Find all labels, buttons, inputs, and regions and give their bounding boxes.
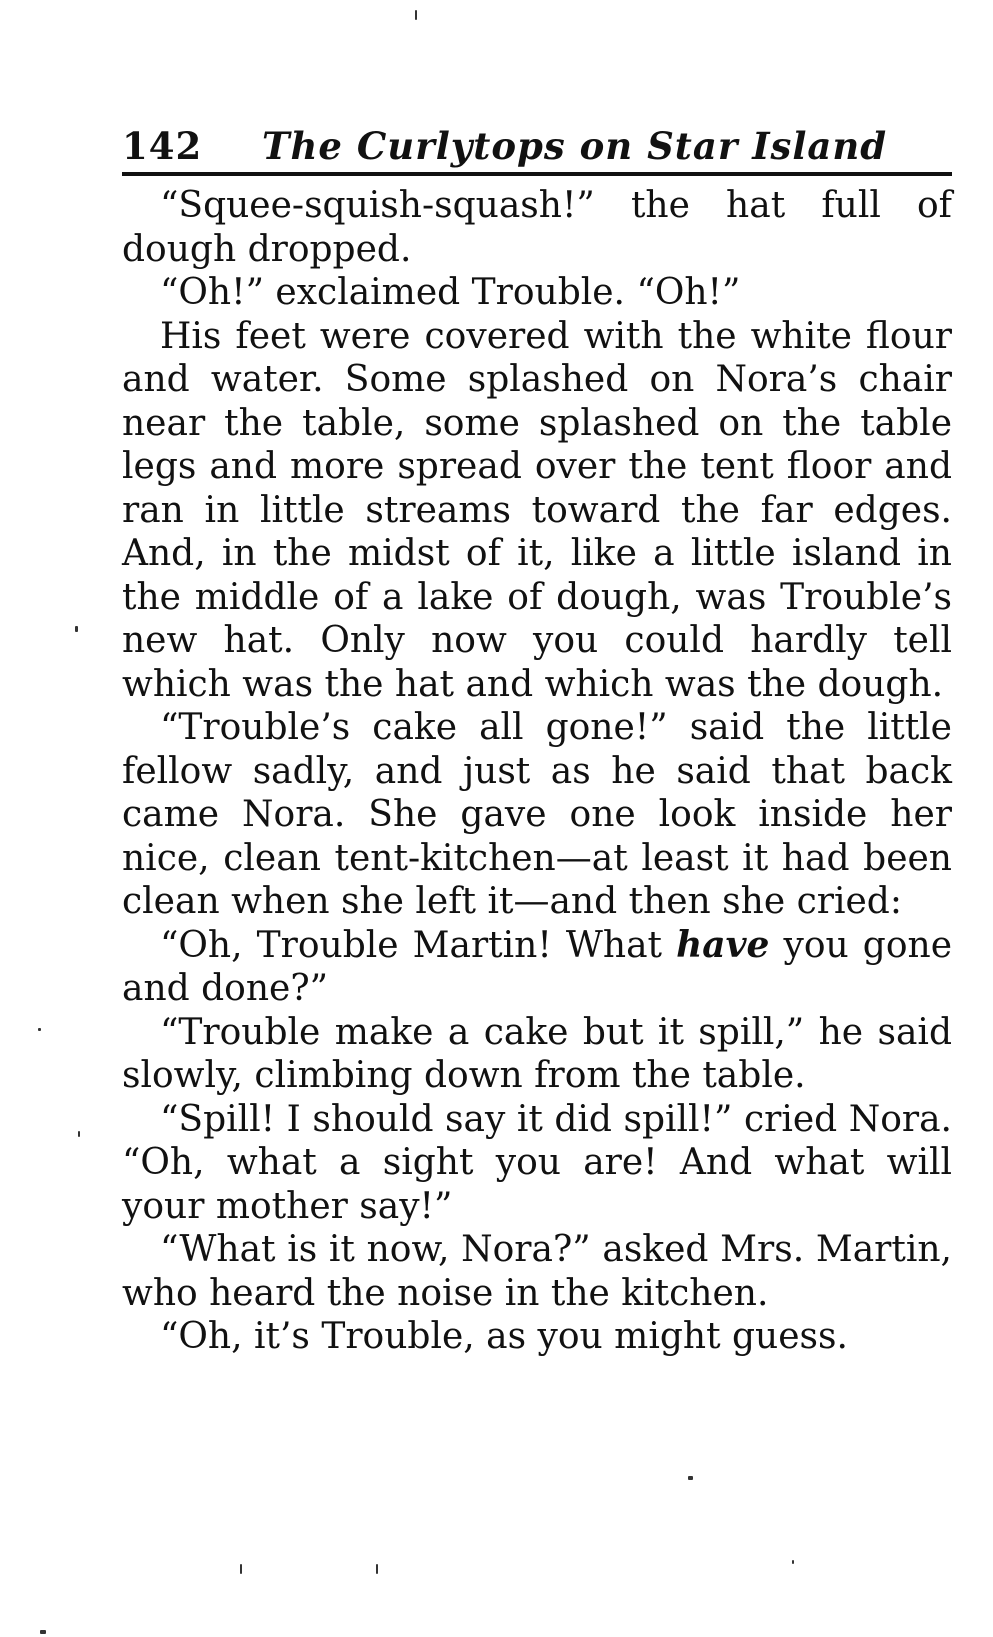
paragraph: His feet were covered with the white flour and water. Some splashed on Nora’s chair near the table, some splashed on the table legs and more spread over the tent floor and ran in little streams toward the far edges. And, in the midst of it, like a little island in the middle of a lake of dough, was Trouble’s new hat. Only now you could hardly tell which was the hat and which was the dough. (122, 315, 952, 705)
paragraph: “Oh, it’s Trouble, as you might guess. (160, 1316, 848, 1357)
paragraph: “Oh!” exclaimed Trouble. “Oh!” (160, 272, 741, 313)
paragraph-text: “Oh, Trouble Martin! What (160, 924, 677, 966)
paragraph: “Trouble make a cake but it spill,” he said slowly, climbing down from the table. (122, 1011, 952, 1096)
scan-speck (75, 626, 78, 632)
body-text (122, 184, 952, 1444)
emphasized-word: have (676, 923, 770, 966)
header-rule (122, 172, 952, 176)
scan-speck (792, 1560, 794, 1564)
paragraph (122, 924, 952, 1011)
page-header (122, 120, 952, 172)
scan-speck (38, 1028, 41, 1031)
scan-speck (240, 1564, 242, 1574)
paragraph: “Squee-squish-squash!” the hat full of dough dropped. (122, 185, 952, 270)
running-title: The Curlytops on Star Island (262, 124, 888, 168)
scan-speck (40, 1630, 46, 1634)
scan-speck (78, 1131, 80, 1137)
scan-speck (688, 1476, 693, 1480)
paragraph: “Trouble’s cake all gone!” said the little fellow sadly, and just as he said that back came Nora. She gave one look inside her nice, clean tent-kitchen—at least it had been clean when she left it—and then she cried: (122, 707, 952, 922)
paragraph: “What is it now, Nora?” asked Mrs. Martin, who heard the noise in the kitchen. (122, 1229, 952, 1314)
paragraph: “Spill! I should say it did spill!” cried Nora. “Oh, what a sight you are! And what will your mother say!” (122, 1098, 952, 1227)
page-number: 142 (122, 124, 203, 168)
scan-speck (376, 1564, 378, 1574)
paragraph-text: you gone and done?” (122, 924, 953, 1009)
scan-speck (415, 10, 417, 20)
